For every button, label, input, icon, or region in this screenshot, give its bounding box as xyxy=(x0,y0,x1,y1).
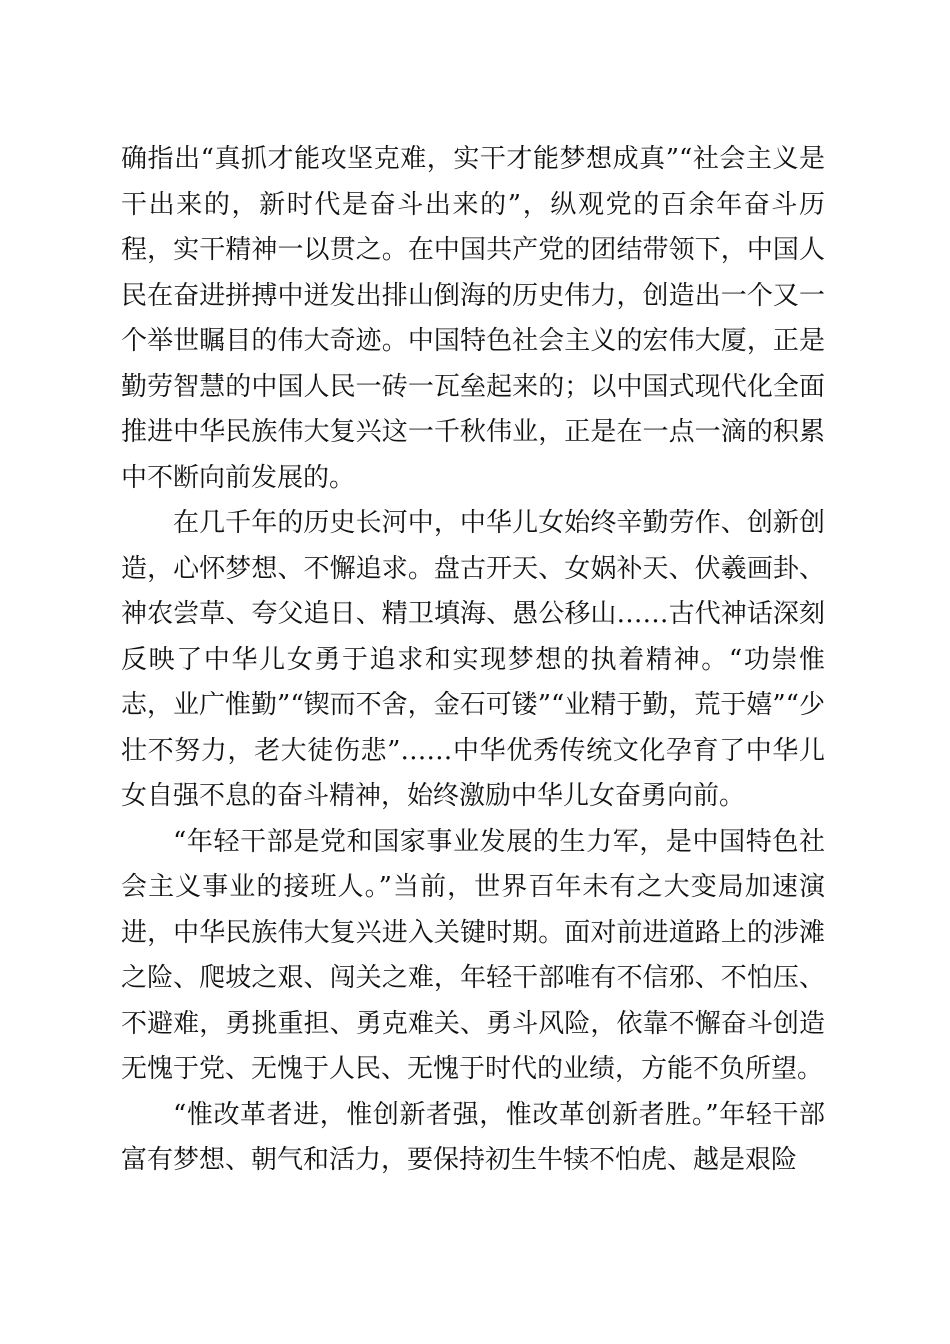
paragraph-history: 在几千年的历史长河中，中华儿女始终辛勤劳作、创新创造，心怀梦想、不懈追求。盘古开天、女娲补天、伏羲画卦、神农尝草、夸父追日、精卫填海、愚公移山……古代神话深刻反映了中华儿女勇于追求和实现梦想的执着精神。“功崇惟志，业广惟勤”“锲而不舍，金石可镂”“业精于勤，荒于嬉”“少壮不努力，老大徒伤悲”……中华优秀传统文化孕育了中华儿女自强不息的奋斗精神，始终激励中华儿女奋勇向前。 xyxy=(121,508,825,811)
document-body xyxy=(121,137,825,1184)
paragraph-reform: “惟改革者进，惟创新者强，惟改革创新者胜。”年轻干部富有梦想、朝气和活力，要保持初生牛犊不怕虎、越是艰险 xyxy=(121,1099,825,1175)
paragraph-continuation: 确指出“真抓才能攻坚克难，实干才能梦想成真”“社会主义是干出来的，新时代是奋斗出来的”，纵观党的百余年奋斗历程，实干精神一以贯之。在中国共产党的团结带领下，中国人民在奋进拼搏中迸发出排山倒海的历史伟力，创造出一个又一个举世瞩目的伟大奇迹。中国特色社会主义的宏伟大厦，正是勤劳智慧的中国人民一砖一瓦垒起来的；以中国式现代化全面推进中华民族伟大复兴这一千秋伟业，正是在一点一滴的积累中不断向前发展的。 xyxy=(121,144,825,493)
paragraph-young-cadres: “年轻干部是党和国家事业发展的生力军，是中国特色社会主义事业的接班人。”当前，世界百年未有之大变局加速演进，中华民族伟大复兴进入关键时期。面对前进道路上的涉滩之险、爬坡之艰、闯关之难，年轻干部唯有不信邪、不怕压、不避难，勇挑重担、勇克难关、勇斗风险，依靠不懈奋斗创造无愧于党、无愧于人民、无愧于时代的业绩，方能不负所望。 xyxy=(121,826,825,1084)
